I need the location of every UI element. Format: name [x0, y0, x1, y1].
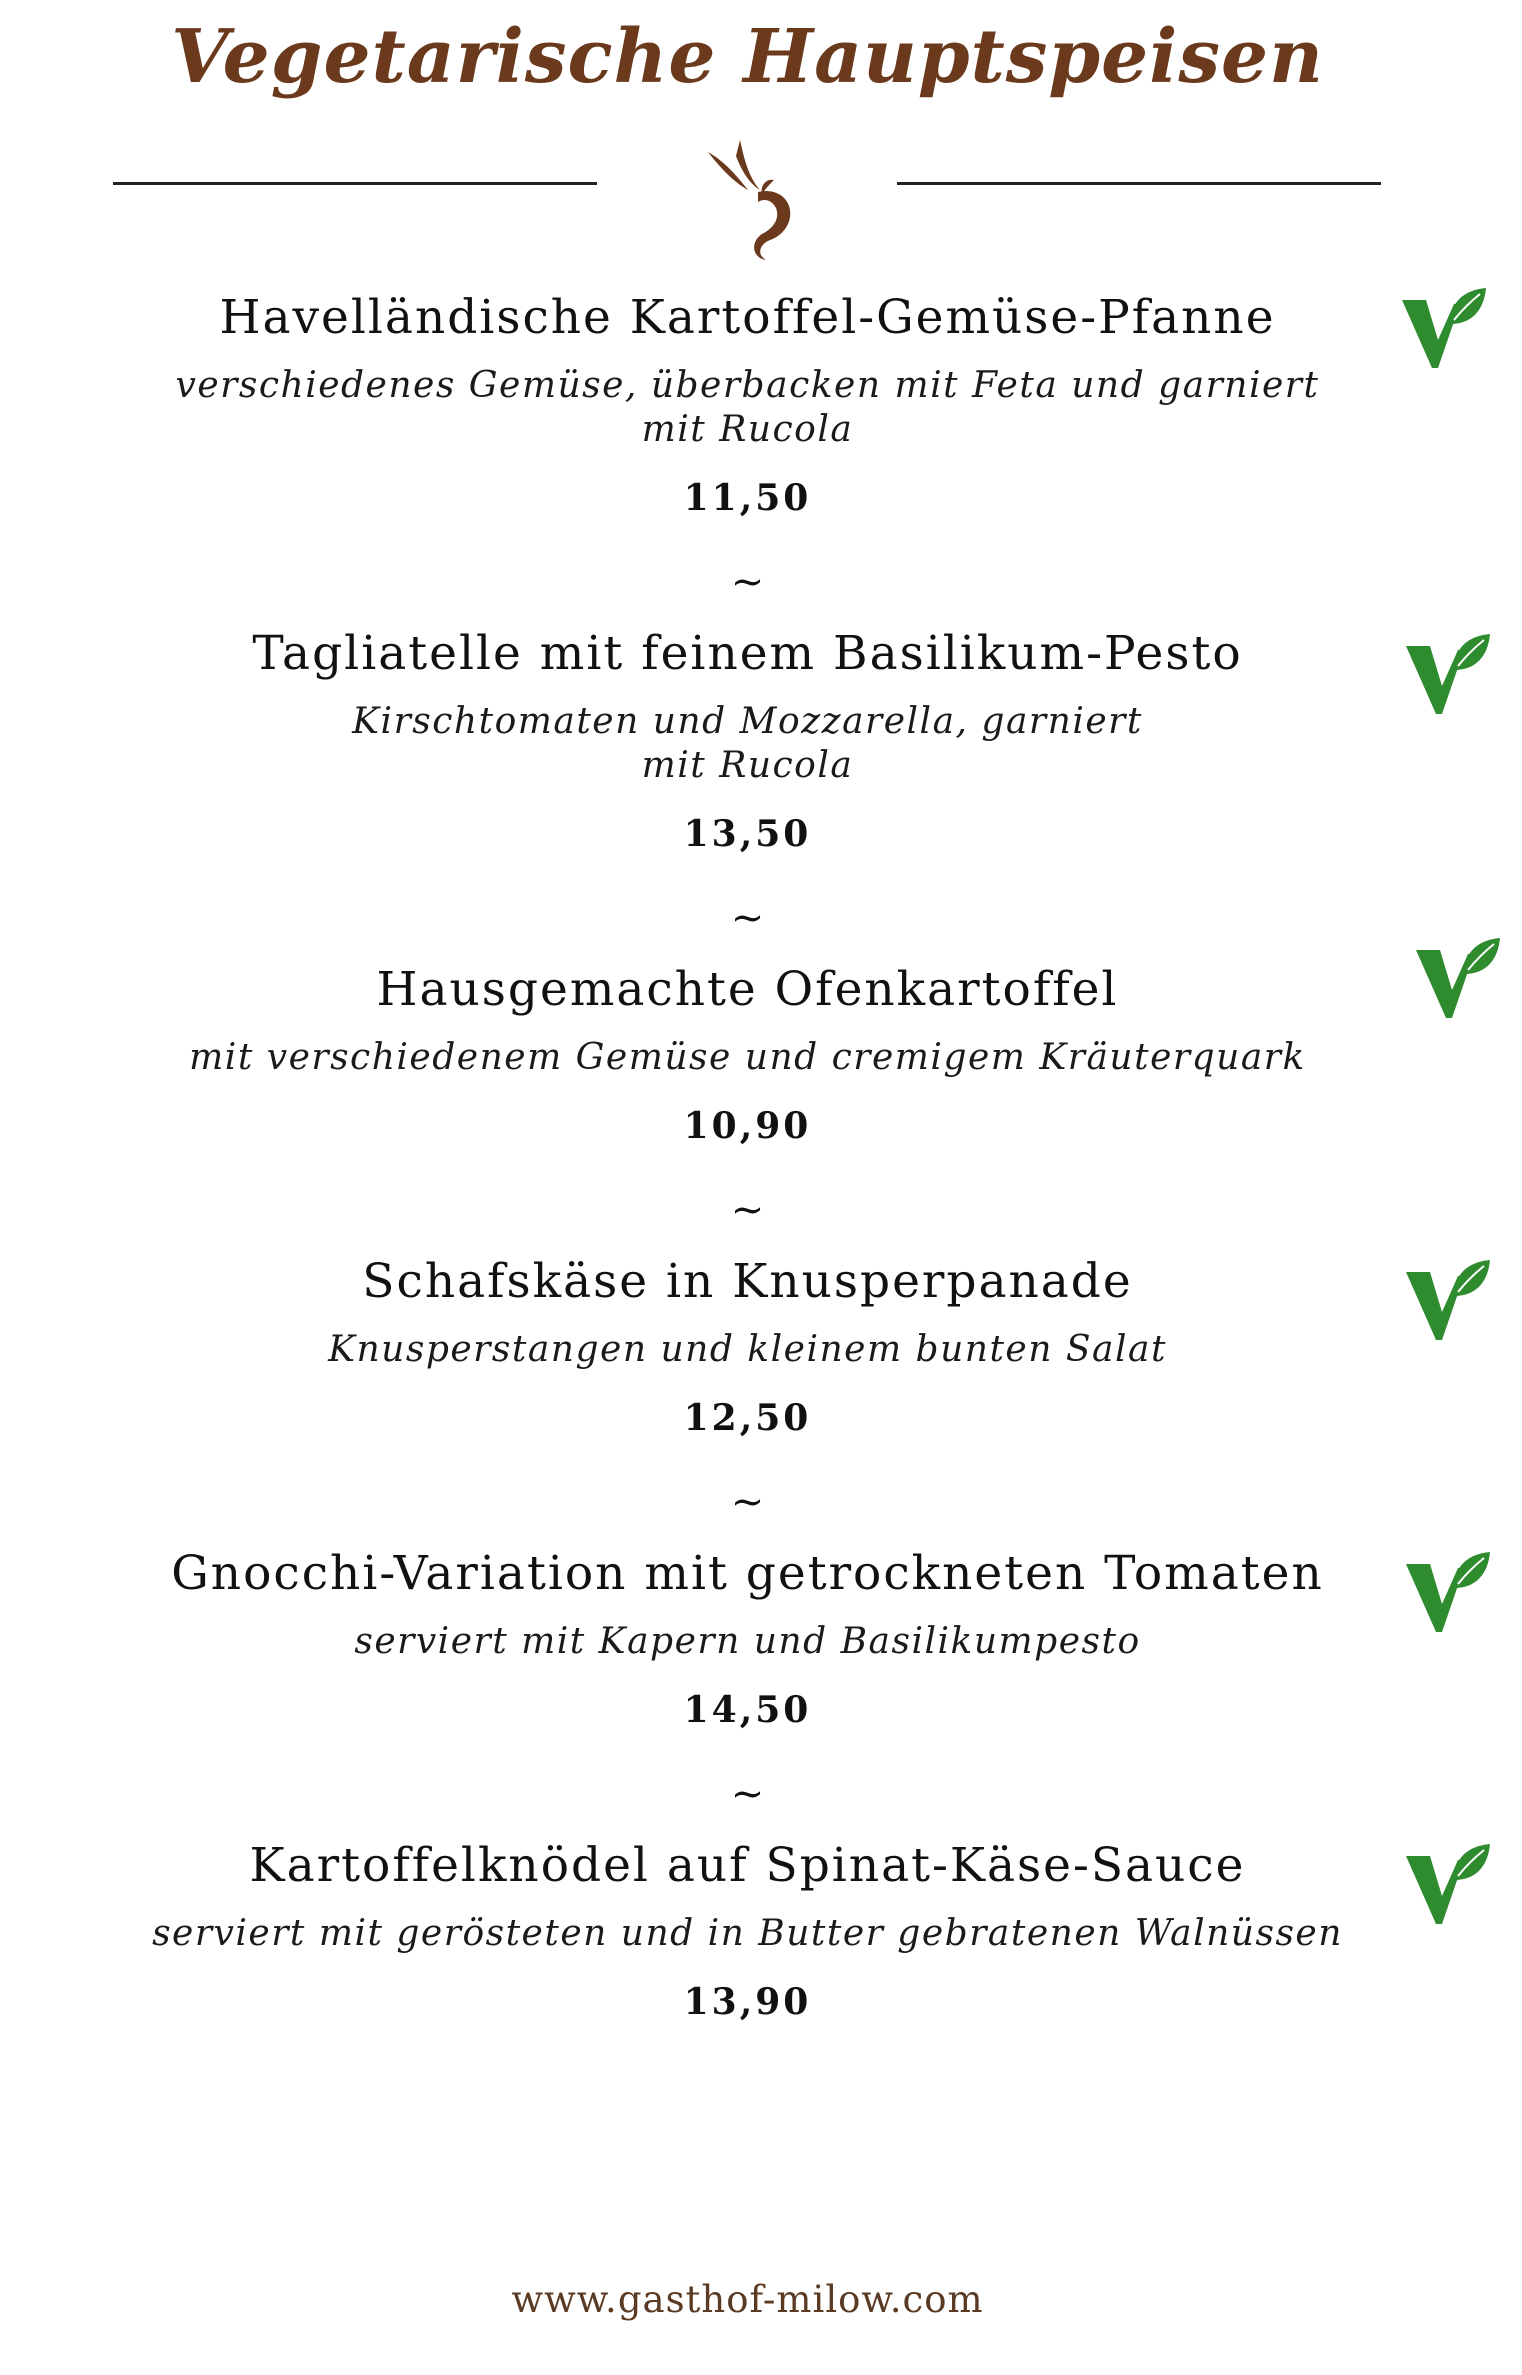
- dish-price: 12,50: [683, 1397, 812, 1439]
- divider-right: [897, 182, 1381, 185]
- dish-description: serviert mit gerösteten und in Butter gebratenen Walnüssen: [152, 1913, 1343, 1954]
- separator-tilde: ~: [730, 895, 765, 941]
- separator-tilde: ~: [730, 1771, 765, 1817]
- dish-name: Hausgemachte Ofenkartoffel: [376, 962, 1119, 1017]
- page-title: Vegetarische Hauptspeisen: [171, 14, 1324, 100]
- dish-price: 11,50: [683, 477, 812, 519]
- dish-name: Tagliatelle mit feinem Basilikum-Pesto: [252, 626, 1243, 681]
- dish-description: mit verschiedenem Gemüse und cremigem Kräuterquark: [189, 1037, 1306, 1078]
- divider-left: [113, 182, 597, 185]
- separator-tilde: ~: [730, 1479, 765, 1525]
- separator-tilde: ~: [730, 559, 765, 605]
- menu-item: [0, 962, 1495, 1148]
- vegetarian-v-leaf-icon: [1398, 284, 1488, 374]
- dish-price: 14,50: [683, 1689, 812, 1731]
- dish-name: Schafskäse in Knusperpanade: [362, 1254, 1133, 1309]
- vegetarian-v-leaf-icon: [1402, 1840, 1492, 1930]
- vegetarian-v-leaf-icon: [1412, 934, 1502, 1024]
- dish-name: Havelländische Kartoffel-Gemüse-Pfanne: [219, 290, 1276, 345]
- vegetarian-v-leaf-icon: [1402, 1256, 1492, 1346]
- menu-item: [0, 290, 1495, 520]
- dish-description: serviert mit Kapern und Basilikumpesto: [354, 1621, 1141, 1662]
- menu-item: [0, 626, 1495, 856]
- website-link[interactable]: www.gasthof-milow.com: [511, 2278, 984, 2321]
- menu-item: [0, 1838, 1495, 2024]
- dish-name: Kartoffelknödel auf Spinat-Käse-Sauce: [249, 1838, 1246, 1893]
- dish-description: Kirschtomaten und Mozzarella, garniert mit Rucola: [352, 701, 1143, 786]
- menu-item: [0, 1546, 1495, 1732]
- vegetarian-v-leaf-icon: [1402, 1548, 1492, 1638]
- dish-description: Knusperstangen und kleinem bunten Salat: [328, 1329, 1167, 1370]
- swan-ornament-icon: [700, 138, 810, 262]
- separator-tilde: ~: [730, 1187, 765, 1233]
- dish-price: 10,90: [683, 1105, 812, 1147]
- dish-price: 13,50: [683, 813, 812, 855]
- dish-name: Gnocchi-Variation mit getrockneten Tomaten: [171, 1546, 1324, 1601]
- dish-description: verschiedenes Gemüse, überbacken mit Feta und garniert mit Rucola: [175, 365, 1320, 450]
- menu-item: [0, 1254, 1495, 1440]
- dish-price: 13,90: [683, 1981, 812, 2023]
- vegetarian-v-leaf-icon: [1402, 630, 1492, 720]
